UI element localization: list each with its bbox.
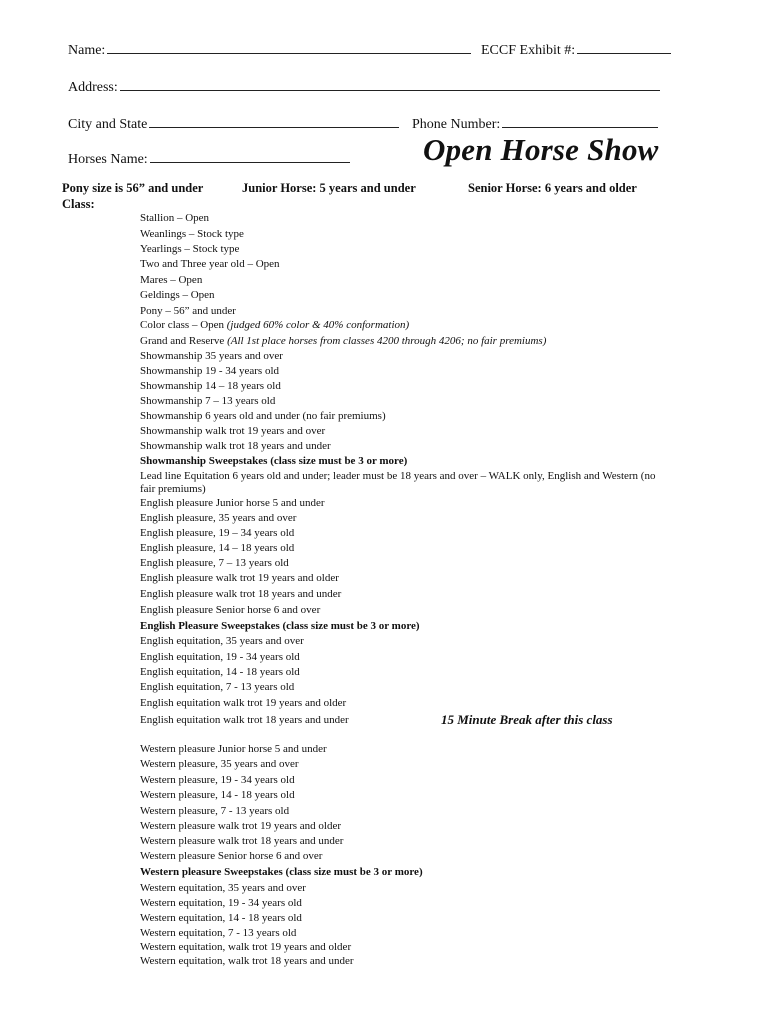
class-description bbox=[140, 940, 351, 954]
class-description-text: English equitation walk trot 18 years and under bbox=[140, 714, 349, 726]
name-field[interactable] bbox=[68, 39, 471, 59]
class-description-text: Western equitation, 19 - 34 years old bbox=[140, 897, 302, 909]
break-note: 15 Minute Break after this class bbox=[441, 712, 613, 727]
class-description-text: Geldings – Open bbox=[140, 289, 215, 301]
class-description bbox=[140, 439, 331, 453]
class-description-text: English equitation, 7 - 13 years old bbox=[140, 681, 295, 693]
class-description-text: English Pleasure Sweepstakes (class size must be 3 or more) bbox=[140, 620, 420, 632]
class-description bbox=[140, 424, 325, 438]
class-description bbox=[140, 650, 300, 664]
class-description bbox=[140, 304, 236, 318]
class-description-text: English pleasure Junior horse 5 and under bbox=[140, 497, 325, 509]
address-field[interactable] bbox=[68, 76, 660, 96]
class-description bbox=[140, 757, 299, 771]
horse-name-field[interactable] bbox=[68, 148, 350, 168]
name-line[interactable] bbox=[107, 39, 471, 54]
exhibit-line[interactable] bbox=[577, 39, 671, 54]
city-field[interactable] bbox=[68, 113, 399, 133]
class-description-text: English pleasure walk trot 18 years and under bbox=[140, 588, 342, 600]
class-description-text: Western pleasure, 19 - 34 years old bbox=[140, 774, 295, 786]
class-description bbox=[140, 409, 386, 423]
class-description-text: English equitation, 19 - 34 years old bbox=[140, 651, 300, 663]
class-description bbox=[140, 511, 296, 525]
class-description-text: Western pleasure Junior horse 5 and under bbox=[140, 743, 327, 755]
class-note: (judged 60% color & 40% conformation) bbox=[226, 319, 410, 331]
class-description-text: Yearlings – Stock type bbox=[140, 243, 240, 255]
class-description bbox=[140, 911, 302, 925]
class-description bbox=[140, 454, 407, 468]
class-description bbox=[140, 804, 289, 818]
class-description-text: Pony – 56” and under bbox=[140, 305, 236, 317]
class-description bbox=[140, 556, 289, 570]
class-description bbox=[140, 242, 239, 256]
class-description bbox=[140, 742, 327, 756]
name-label: Name: bbox=[68, 43, 106, 58]
class-description bbox=[140, 571, 339, 585]
class-description bbox=[140, 773, 295, 787]
class-description-text: English pleasure, 19 – 34 years old bbox=[140, 527, 295, 539]
class-description-text: Two and Three year old – Open bbox=[140, 258, 280, 270]
class-description bbox=[140, 394, 275, 408]
class-description-text: Western equitation, 7 - 13 years old bbox=[140, 927, 297, 939]
class-description bbox=[140, 364, 279, 378]
class-description bbox=[140, 349, 283, 363]
class-description bbox=[140, 619, 420, 633]
class-description bbox=[140, 788, 295, 802]
class-description bbox=[140, 211, 209, 225]
class-description bbox=[140, 713, 349, 727]
class-description-text: English pleasure Senior horse 6 and over bbox=[140, 604, 321, 616]
class-description bbox=[140, 288, 215, 302]
class-description bbox=[140, 379, 281, 393]
class-description bbox=[140, 819, 341, 833]
class-description bbox=[140, 587, 341, 601]
class-description bbox=[140, 273, 202, 287]
lead-line-continuation: fair premiums) bbox=[140, 483, 206, 495]
class-description-text: English pleasure, 35 years and over bbox=[140, 512, 297, 524]
class-description bbox=[140, 603, 320, 617]
class-description bbox=[140, 526, 294, 540]
class-description-text: Showmanship walk trot 18 years and under bbox=[140, 440, 331, 452]
class-description-text: Western equitation, 35 years and over bbox=[140, 882, 306, 894]
class-description bbox=[140, 696, 346, 710]
class-description bbox=[140, 334, 546, 348]
class-description bbox=[140, 926, 296, 940]
class-description bbox=[140, 896, 302, 910]
class-description bbox=[140, 665, 300, 679]
class-description-text: Western pleasure, 14 - 18 years old bbox=[140, 789, 295, 801]
class-description-text: Weanlings – Stock type bbox=[140, 228, 244, 240]
class-description-text: Western pleasure Senior horse 6 and over bbox=[140, 850, 323, 862]
class-description-text: Western equitation, walk trot 19 years and older bbox=[140, 941, 352, 953]
class-description bbox=[140, 680, 294, 694]
class-description-text: Western pleasure walk trot 19 years and older bbox=[140, 820, 342, 832]
class-description-text: Lead line Equitation 6 years old and under; leader must be 18 years and over – WALK only, English and Western (no bbox=[140, 470, 656, 482]
phone-line[interactable] bbox=[502, 113, 658, 128]
class-description bbox=[140, 881, 306, 895]
class-note: (All 1st place horses from classes 4200 through 4206; no fair premiums) bbox=[227, 335, 547, 347]
class-description bbox=[140, 227, 244, 241]
class-description-text: Showmanship 19 - 34 years old bbox=[140, 365, 280, 377]
class-description-text: Western pleasure walk trot 18 years and under bbox=[140, 835, 344, 847]
phone-field[interactable] bbox=[412, 113, 658, 133]
class-description bbox=[140, 541, 294, 555]
address-line[interactable] bbox=[120, 76, 660, 91]
class-description-text: English pleasure, 14 – 18 years old bbox=[140, 542, 295, 554]
class-description-text: Western pleasure, 35 years and over bbox=[140, 758, 299, 770]
phone-label: Phone Number: bbox=[412, 117, 501, 132]
junior-horse-header: Junior Horse: 5 years and under bbox=[242, 181, 416, 195]
horse-name-label: Horses Name: bbox=[68, 152, 148, 167]
class-description bbox=[140, 865, 423, 879]
class-description-text: English pleasure walk trot 19 years and older bbox=[140, 572, 339, 584]
class-description bbox=[140, 318, 409, 332]
class-description bbox=[140, 634, 304, 648]
class-description bbox=[140, 849, 322, 863]
horse-name-line[interactable] bbox=[150, 148, 350, 163]
class-description-text: Showmanship 14 – 18 years old bbox=[140, 380, 281, 392]
page-title: Open Horse Show bbox=[423, 132, 659, 167]
class-description-text: Showmanship 6 years old and under (no fair premiums) bbox=[140, 410, 386, 422]
class-description-text: Showmanship 7 – 13 years old bbox=[140, 395, 276, 407]
class-description-text: Grand and Reserve bbox=[140, 335, 225, 347]
class-description-text: Showmanship walk trot 19 years and over bbox=[140, 425, 326, 437]
city-label: City and State bbox=[68, 117, 148, 132]
class-description bbox=[140, 469, 655, 483]
class-description-text: Western pleasure Sweepstakes (class size must be 3 or more) bbox=[140, 866, 423, 878]
class-description-text: Western equitation, walk trot 18 years and under bbox=[140, 955, 354, 967]
senior-horse-header: Senior Horse: 6 years and older bbox=[468, 181, 637, 195]
exhibit-field[interactable] bbox=[481, 39, 671, 59]
class-description-text: English equitation, 14 - 18 years old bbox=[140, 666, 300, 678]
class-description-text: Stallion – Open bbox=[140, 212, 210, 224]
pony-size-header: Pony size is 56” and under bbox=[62, 181, 204, 195]
class-description bbox=[140, 954, 354, 968]
class-description-text: Showmanship Sweepstakes (class size must be 3 or more) bbox=[140, 455, 408, 467]
class-description-text: English equitation, 35 years and over bbox=[140, 635, 304, 647]
class-description-text: Showmanship 35 years and over bbox=[140, 350, 283, 362]
class-description-text: Western pleasure, 7 - 13 years old bbox=[140, 805, 290, 817]
class-description bbox=[140, 496, 325, 510]
exhibit-label: ECCF Exhibit #: bbox=[481, 43, 576, 58]
class-description-text: Color class – Open bbox=[140, 319, 225, 331]
class-description-text: English equitation walk trot 19 years and older bbox=[140, 697, 347, 709]
class-description-text: Mares – Open bbox=[140, 274, 203, 286]
class-header: Class: bbox=[62, 197, 95, 211]
class-description bbox=[140, 257, 280, 271]
class-description-text: English pleasure, 7 – 13 years old bbox=[140, 557, 289, 569]
address-label: Address: bbox=[68, 80, 118, 95]
class-description-text: Western equitation, 14 - 18 years old bbox=[140, 912, 302, 924]
city-line[interactable] bbox=[149, 113, 399, 128]
class-description bbox=[140, 834, 343, 848]
